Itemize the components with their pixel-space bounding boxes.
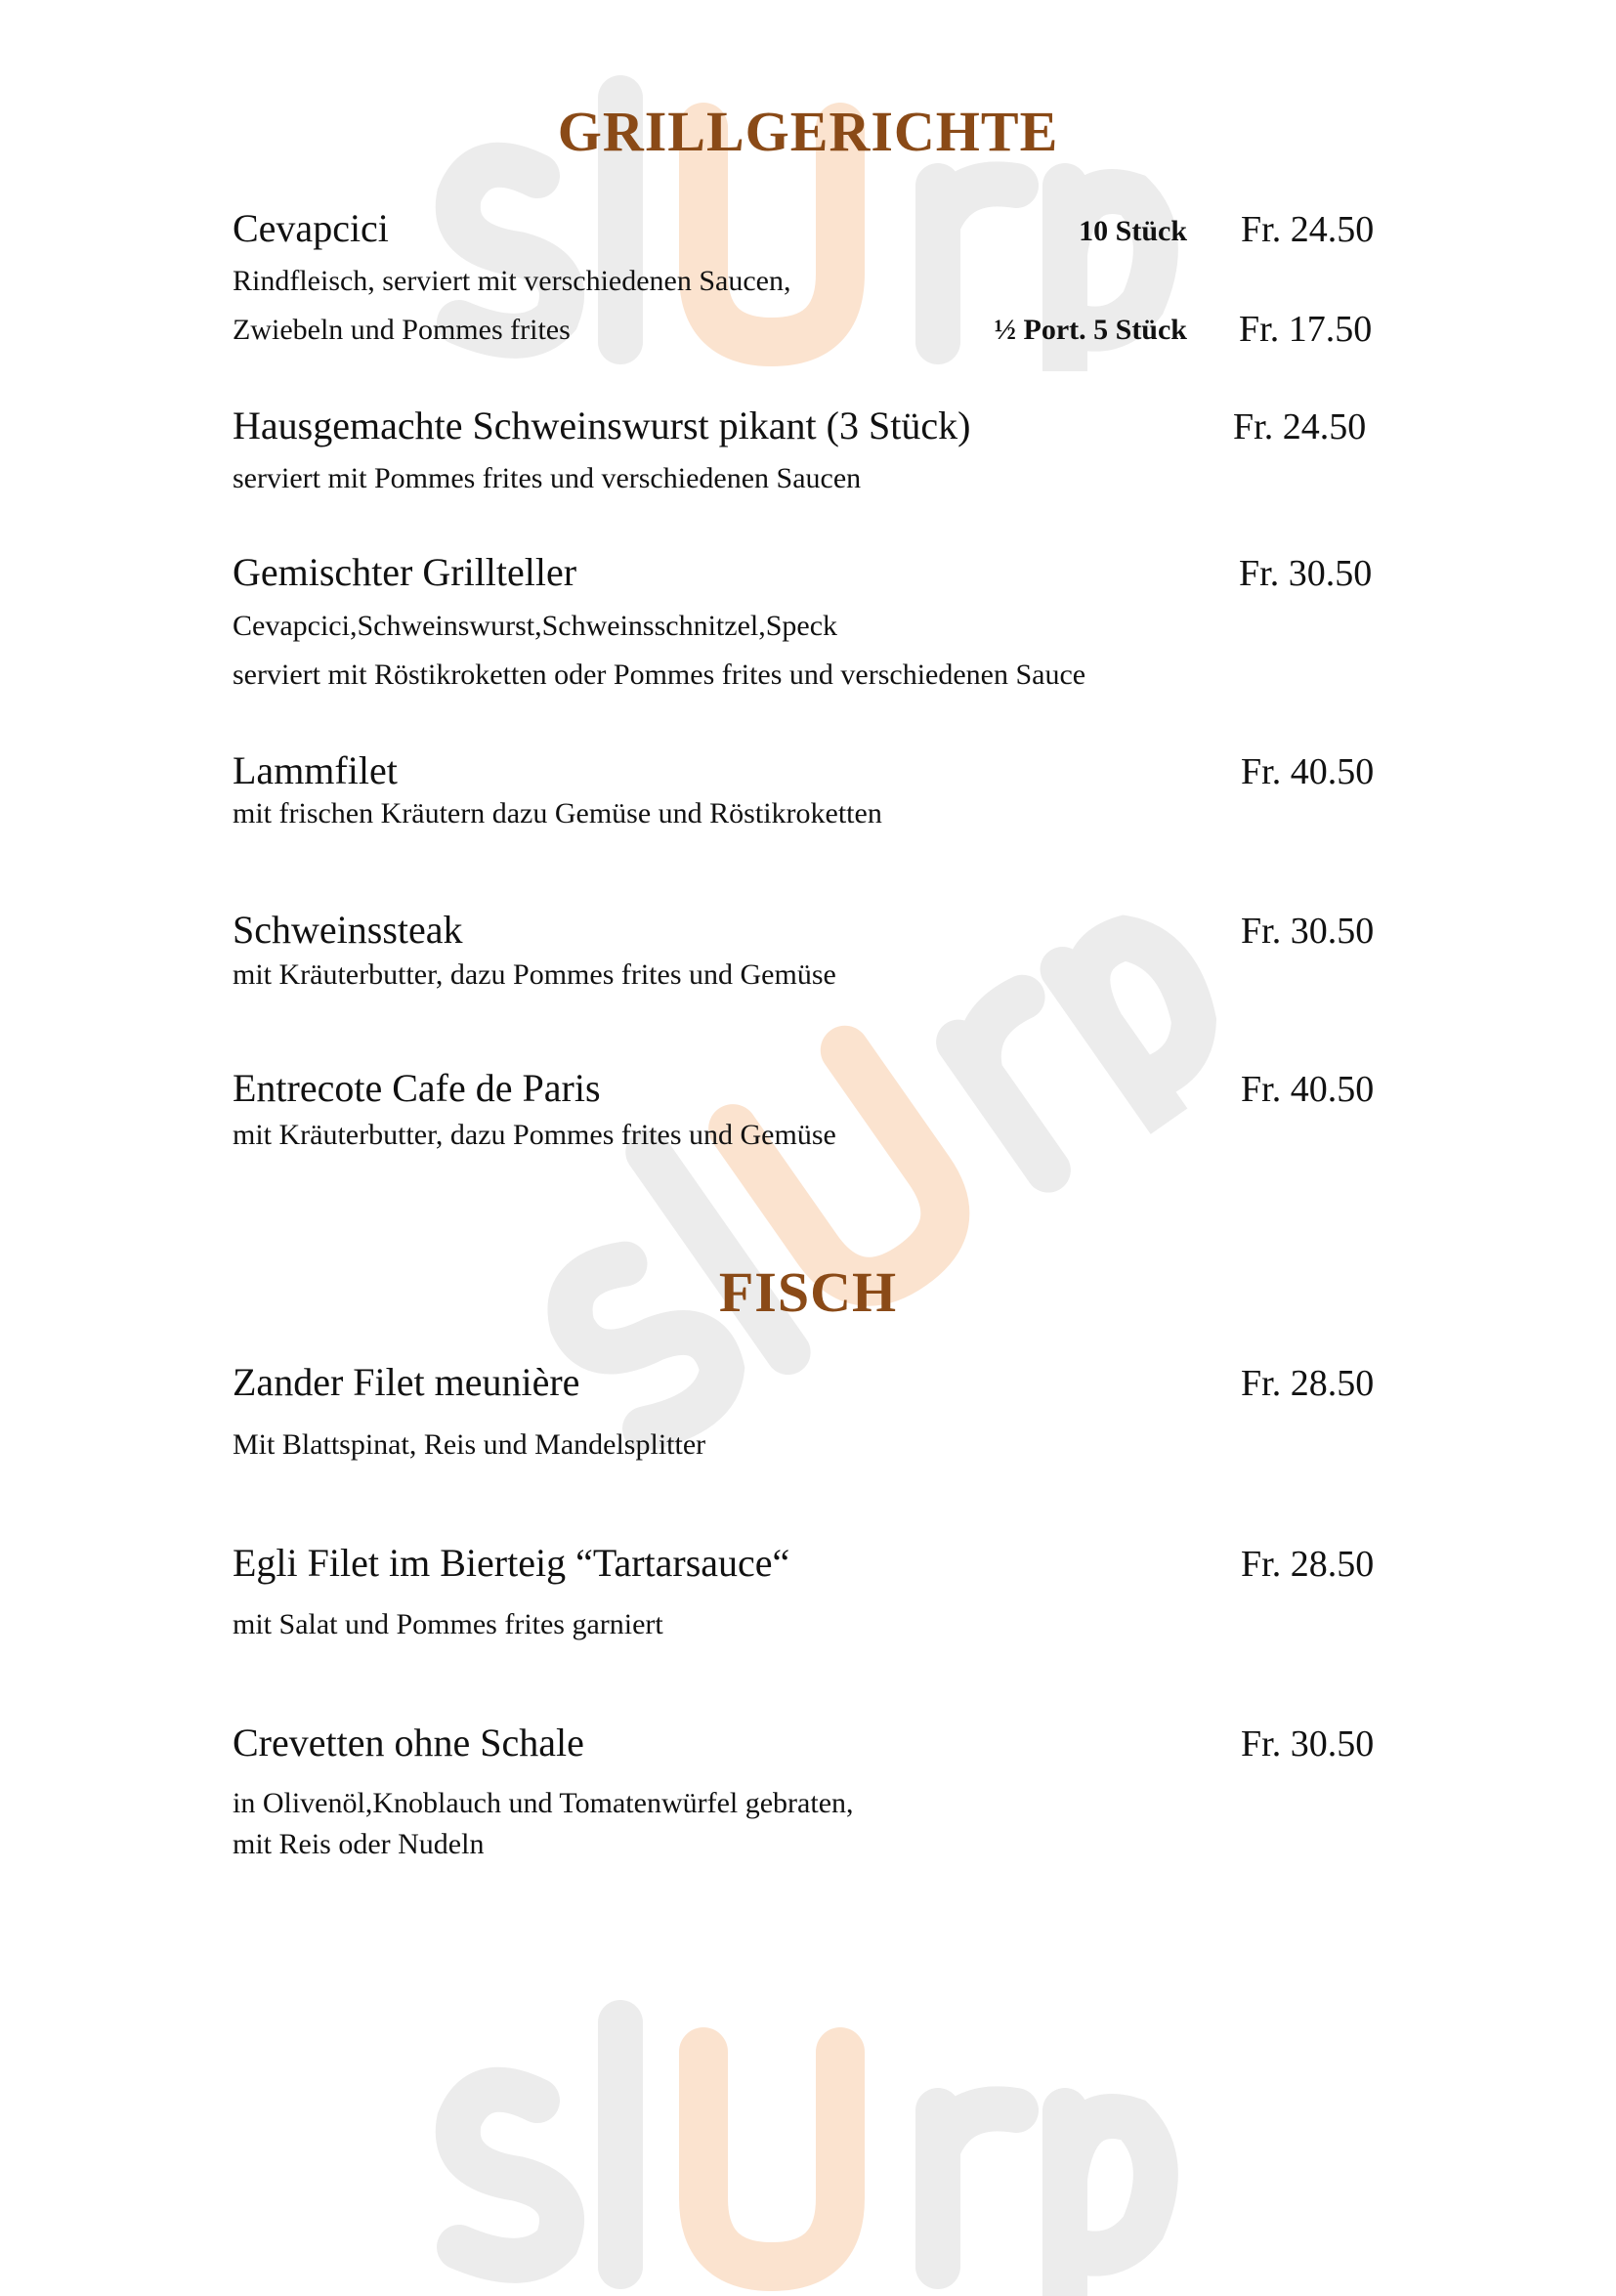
item-description: mit Kräuterbutter, dazu Pommes frites und Gemüse [233, 958, 836, 991]
item-price: Fr. 28.50 [1241, 1363, 1375, 1404]
item-name: Cevapcici [233, 206, 389, 250]
item-name: Hausgemachte Schweinswurst pikant (3 Stück) [233, 404, 971, 447]
item-description: Zwiebeln und Pommes frites [233, 314, 571, 346]
item-description: mit frischen Kräutern dazu Gemüse und Röstikroketten [233, 797, 882, 829]
item-price: Fr. 24.50 [1233, 406, 1367, 447]
item-description: Rindfleisch, serviert mit verschiedenen Saucen, [233, 265, 791, 297]
item-description: Cevapcici,Schweinswurst,Schweinsschnitzel,Speck [233, 610, 838, 642]
item-price: Fr. 30.50 [1241, 911, 1375, 952]
item-name: Lammfilet [233, 748, 398, 792]
item-description: serviert mit Pommes frites und verschiedenen Saucen [233, 462, 862, 494]
item-price: Fr. 24.50 [1241, 209, 1375, 250]
item-description: serviert mit Röstikroketten oder Pommes frites und verschiedenen Sauce [233, 659, 1086, 691]
section-title-grillgerichte: GRILLGERICHTE [557, 100, 1059, 163]
item-price: Fr. 30.50 [1241, 1723, 1375, 1765]
item-name: Schweinssteak [233, 908, 463, 952]
section-title-fisch: FISCH [718, 1260, 898, 1324]
item-description: mit Salat und Pommes frites garniert [233, 1608, 663, 1640]
item-price: Fr. 30.50 [1239, 553, 1373, 594]
item-description: in Olivenöl,Knoblauch und Tomatenwürfel gebraten, [233, 1787, 854, 1819]
item-name: Entrecote Cafe de Paris [233, 1066, 601, 1110]
item-description: mit Reis oder Nudeln [233, 1828, 485, 1860]
item-price: Fr. 17.50 [1239, 309, 1373, 350]
item-name: Crevetten ohne Schale [233, 1721, 584, 1765]
item-quantity: ½ Port. 5 Stück [994, 314, 1187, 346]
item-name: Egli Filet im Bierteig “Tartarsauce“ [233, 1541, 790, 1585]
item-description: Mit Blattspinat, Reis und Mandelsplitter [233, 1428, 706, 1461]
item-price: Fr. 40.50 [1241, 1069, 1375, 1110]
item-name: Zander Filet meunière [233, 1360, 580, 1404]
item-price: Fr. 28.50 [1241, 1544, 1375, 1585]
item-price: Fr. 40.50 [1241, 751, 1375, 792]
item-name: Gemischter Grillteller [233, 550, 577, 594]
item-quantity: 10 Stück [1079, 215, 1187, 247]
watermark-logo [410, 1983, 1231, 2296]
item-description: mit Kräuterbutter, dazu Pommes frites und Gemüse [233, 1119, 836, 1151]
